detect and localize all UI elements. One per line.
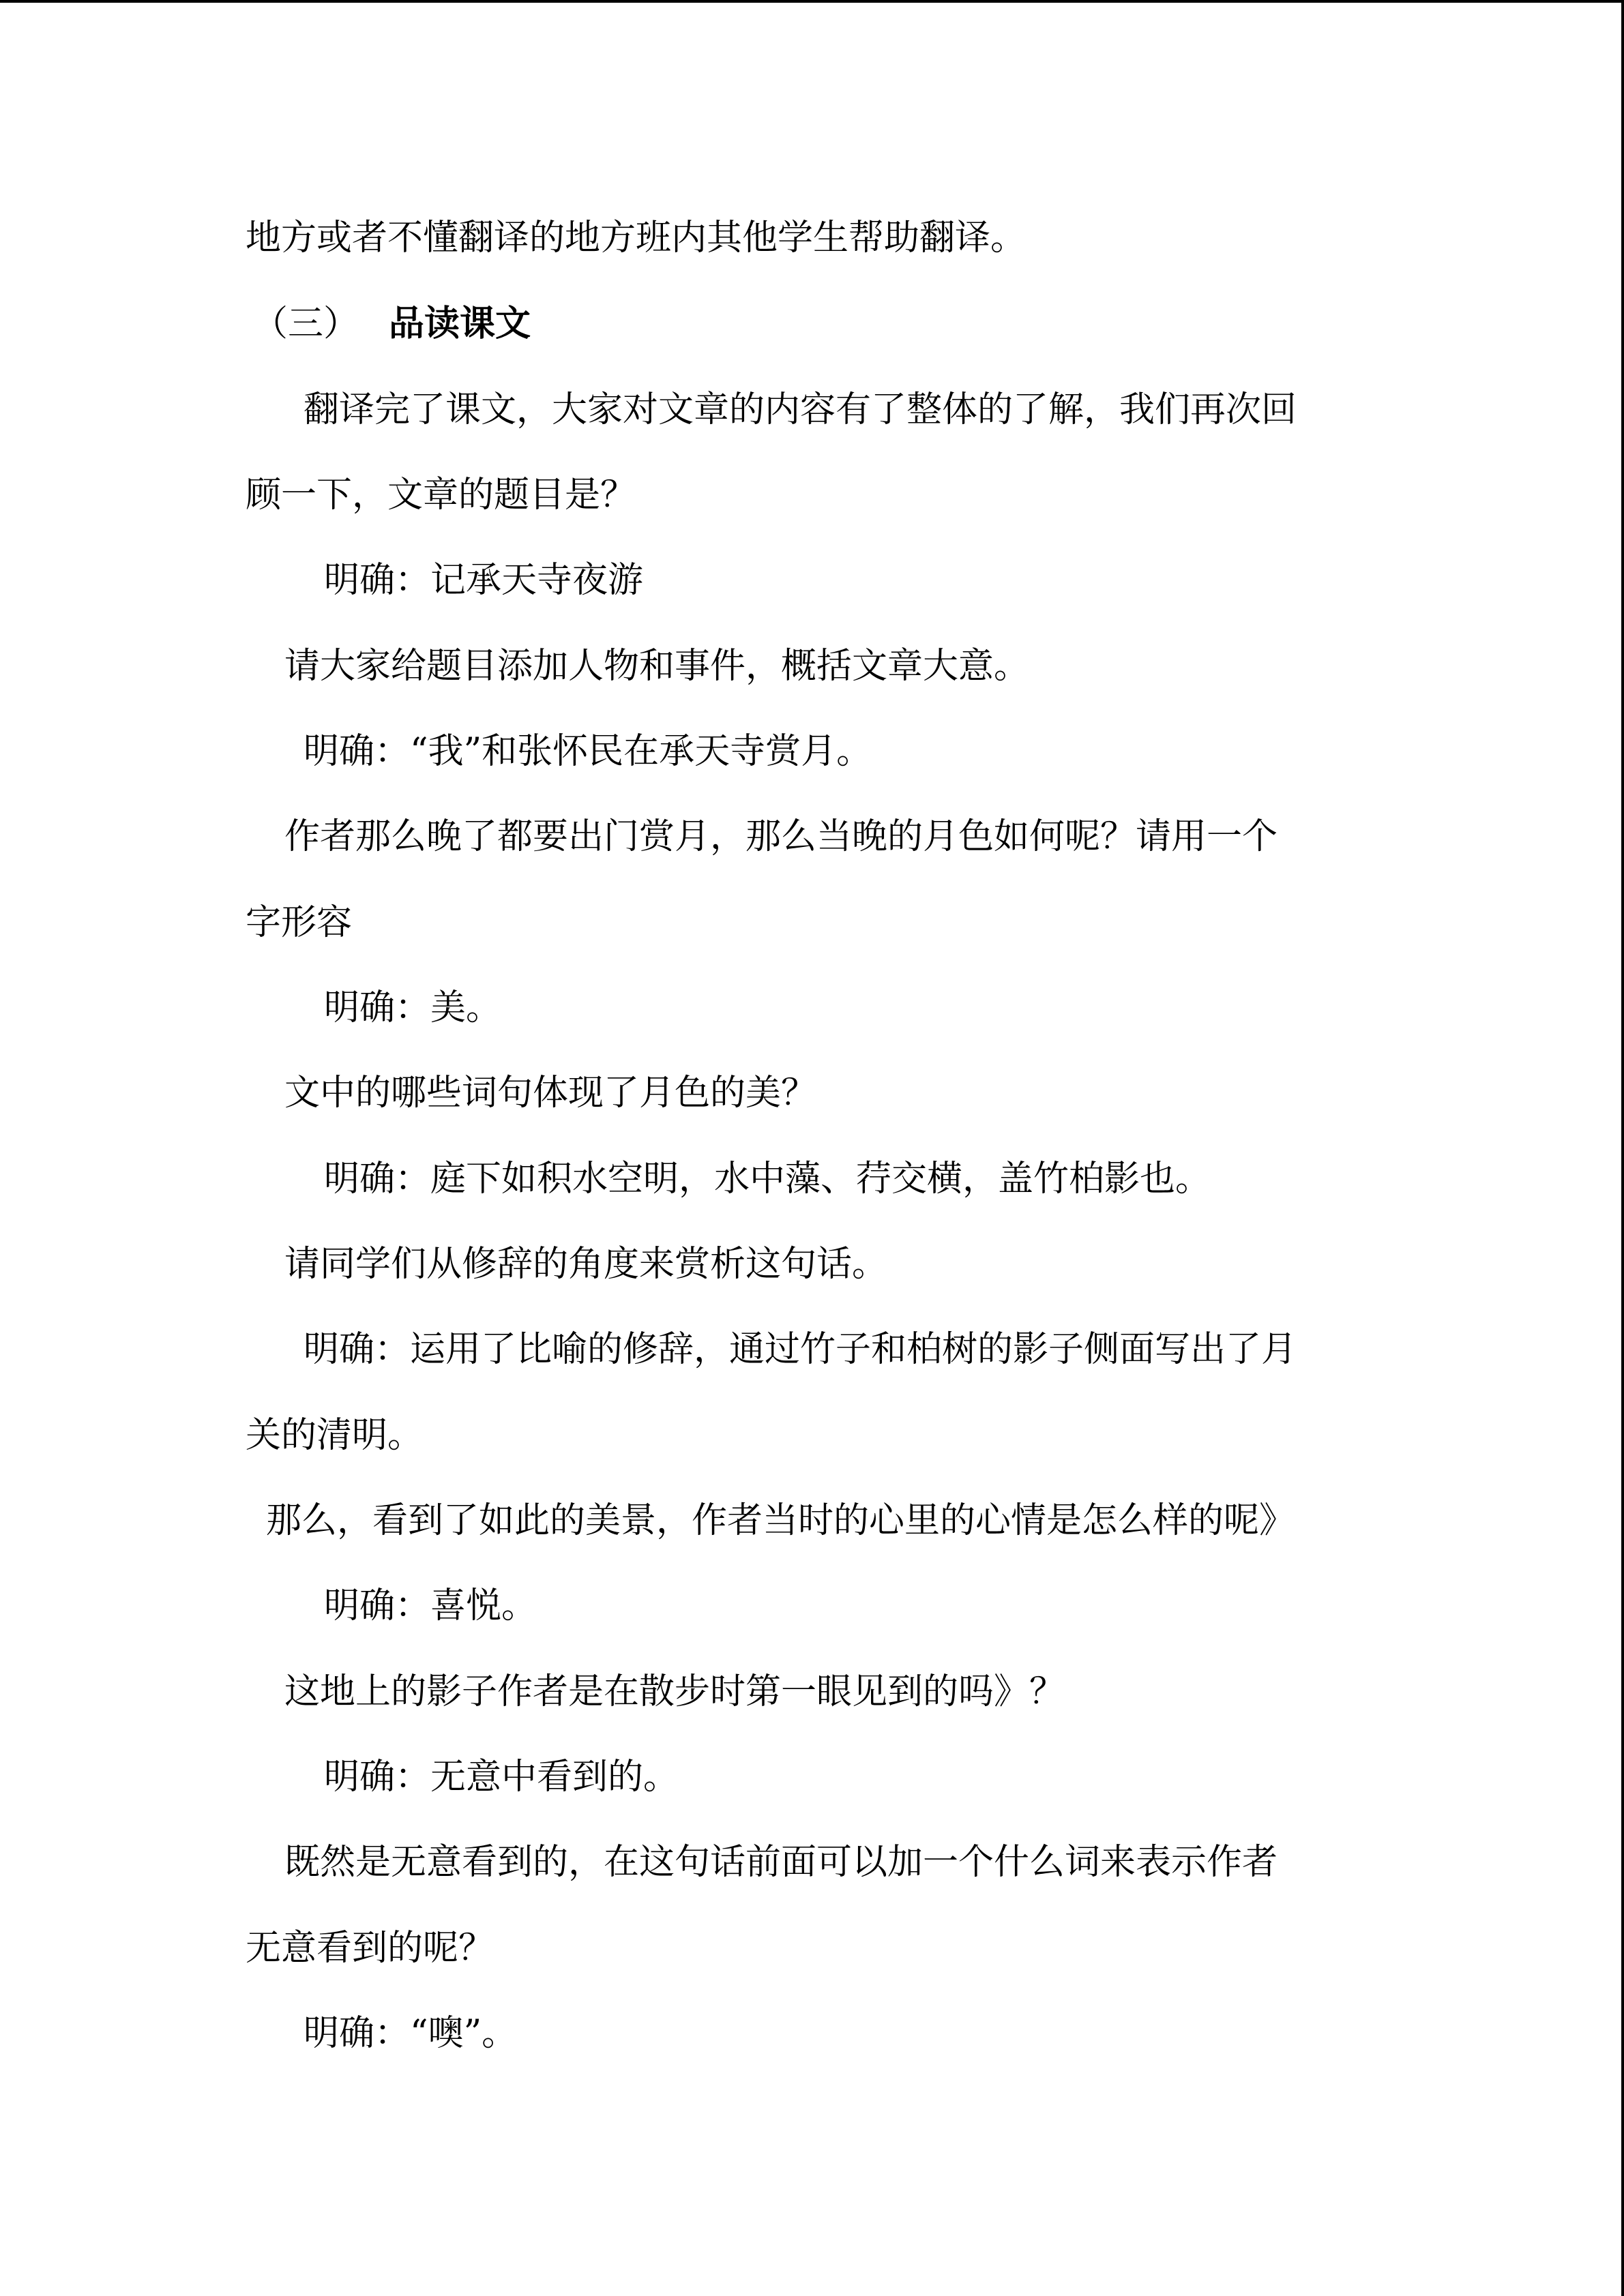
question-line: 请同学们从修辞的角度来赏析这句话。: [284, 1244, 888, 1285]
question-line: 作者那么晚了都要出门赏月，那么当晚的月色如何呢？请用一个: [284, 816, 1278, 857]
section-number: （三）: [252, 303, 359, 344]
answer-line: 明确：“噢”。: [304, 2013, 518, 2054]
answer-line: 明确：无意中看到的。: [324, 1757, 679, 1798]
paragraph-line: 关的清明。: [246, 1415, 424, 1456]
question-line: 这地上的影子作者是在散步时第一眼见到的吗》？: [284, 1671, 1065, 1712]
question-line: 既然是无意看到的，在这句话前面可以加一个什么词来表示作者: [284, 1842, 1278, 1883]
answer-line: 明确：喜悦。: [324, 1585, 537, 1626]
section-title: 品读课文: [389, 303, 531, 344]
question-line: 请大家给题目添加人物和事件，概括文章大意。: [284, 646, 1030, 687]
answer-line: 明确：记承天寺夜游: [324, 560, 644, 601]
paragraph-line: 地方或者不懂翻译的地方班内其他学生帮助翻译。: [246, 218, 1027, 258]
answer-line: 明确：庭下如积水空明，水中藻、荇交横，盖竹柏影也。: [324, 1159, 1211, 1199]
paragraph-line: 无意看到的呢？: [246, 1928, 494, 1969]
paragraph-line: 字形容: [246, 902, 353, 943]
answer-line: 明确：“我”和张怀民在承天寺赏月。: [304, 731, 872, 772]
answer-line: 明确：运用了比喻的修辞，通过竹子和柏树的影子侧面写出了月: [304, 1329, 1297, 1370]
answer-line: 明确：美。: [324, 987, 502, 1028]
question-line: 文中的哪些词句体现了月色的美？: [284, 1073, 817, 1114]
paragraph-line: 翻译完了课文，大家对文章的内容有了整体的了解，我们再次回: [304, 389, 1297, 430]
section-heading: [252, 299, 531, 348]
paragraph-line: 顾一下，文章的题目是？: [246, 475, 636, 516]
question-line: 那么，看到了如此的美景，作者当时的心里的心情是怎么样的呢》: [266, 1500, 1295, 1541]
